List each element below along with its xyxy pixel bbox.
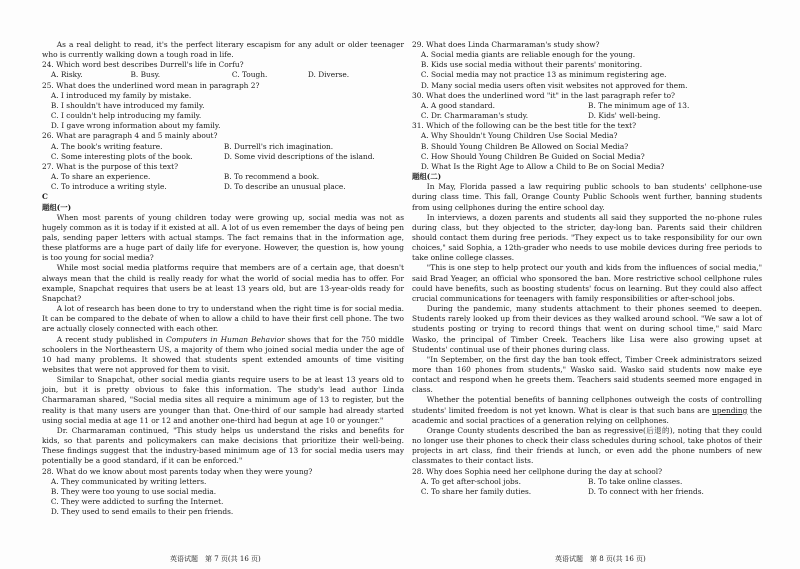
q28-right-stem: 28. Why does Sophia need her cellphone during the day at school? — [412, 466, 663, 476]
q30-option-b: B. The minimum age of 13. — [588, 100, 690, 110]
q25-stem: 25. What does the underlined word mean in paragraph 2? — [42, 80, 260, 90]
q30-stem: 30. What does the underlined word "it" in the last paragraph refer to? — [412, 90, 675, 100]
q31-option-d: D. What Is the Right Age to Allow a Child to Be on Social Media? — [420, 161, 665, 171]
q26-option-b: B. Durrell's rich imagination. — [223, 141, 334, 151]
q26-stem: 26. What are paragraph 4 and 5 mainly about? — [42, 131, 218, 141]
q30-option-a: A. A good standard. — [420, 100, 495, 110]
q29-stem: 29. What does Linda Charmaraman's study show? — [412, 40, 600, 49]
q30-options-row1 — [412, 101, 762, 111]
q28-left-option-a: A. They communicated by writing letters. — [50, 476, 207, 486]
q24-option-c: C. Tough. — [231, 70, 268, 80]
p4-lead: A recent study published in — [56, 334, 166, 344]
q29-option-d: D. Many social media users often visit websites not approved for them. — [420, 80, 688, 90]
q26-option-a: A. The book's writing feature. — [50, 141, 163, 151]
q27-options-row1 — [42, 172, 404, 182]
q25-option-b: B. I shouldn't have introduced my family. — [50, 100, 205, 110]
p4-rest: shows that for the 750 middle schoolers in the Northeastern US, a majority of them who joined social media under the age of 10 had many problems. It showed that students spent extended amounts of time visiting websites that were not approved for them to visit. — [42, 334, 404, 374]
passage-2-paragraph-5: "In September, on the first day the ban took effect, Timber Creek administrators seized more than 160 phones from students," Wasko said. Wasko said students now make eye contact and respond when he greets them. Teachers said students seemed more engaged in class. — [412, 354, 762, 395]
q24-stem: 24. Which word best describes Durrell's life in Corfu? — [42, 60, 244, 70]
q26-options-row1 — [42, 142, 404, 152]
passage-c-paragraph-3: A lot of research has been done to try to understand when the right time is for social media. It can be compared to the debate of when to allow a child to have their first cell phone. The two are actually closely connected with each other. — [42, 304, 404, 334]
group-2-heading: 题组(二) — [412, 172, 442, 182]
q26-option-d: D. Some vivid descriptions of the island. — [223, 151, 375, 161]
q27-option-b: B. To recommend a book. — [223, 172, 320, 182]
p6-lead: Whether the potential benefits of banning cellphones outweigh the costs of controlling students' limited freedom is not yet known. What is clear is that such bans are — [412, 395, 762, 415]
passage-c-paragraph-2: While most social media platforms require that members are of a certain age, that doesn't always mean that the child is really ready for what the world of social media has to offer. For example, Snapchat requires that users be at least 13 years old, but are 13-year-olds ready for Snapchat? — [42, 263, 404, 303]
q28-left-stem: 28. What do we know about most parents today when they were young? — [42, 466, 313, 476]
q30-options-row2 — [412, 111, 762, 121]
passage-c-paragraph-6: Dr. Charmaraman continued, "This study helps us understand the risks and benefits for kids, so that parents and policymakers can make decisions that prioritize their well-being. These findings suggest that the industry-based minimum age of 13 for social media users may potentially be a good standard, if it can be enforced." — [42, 425, 404, 466]
q25-option-d: D. I gave wrong information about my family. — [50, 121, 221, 131]
q28-right-option-a: A. To get after-school jobs. — [420, 476, 521, 486]
q26-options-row2 — [42, 152, 404, 162]
passage-2-paragraph-2: In interviews, a dozen parents and students all said they supported the no-phone rules during class, but they objected to the stricter, day-long ban. Parents said their children should contact them during free periods. "They expect us to take responsibility for our own choices," said Sophia, a 12th-grader who needs to use mobile devices during free periods to take online college classes. — [412, 212, 762, 263]
q27-option-c: C. To introduce a writing style. — [50, 182, 167, 192]
q27-option-a: A. To share an experience. — [50, 172, 151, 182]
passage-2-paragraph-6 — [412, 395, 762, 425]
q29-option-a: A. Social media giants are reliable enough for the young. — [420, 50, 636, 60]
q31-stem: 31. Which of the following can be the best title for the text? — [412, 121, 637, 131]
q28-left-option-c: C. They were addicted to surfing the Internet. — [50, 497, 224, 507]
underlined-word-upending: upending — [712, 405, 748, 415]
q24-options — [42, 70, 404, 80]
q24-option-b: B. Busy. — [130, 70, 161, 80]
journal-title: Computers in Human Behavior — [166, 334, 285, 344]
p6-rest: the academic and social practices of a generation relying on cellphones. — [412, 405, 763, 425]
q28-right-options-row1 — [412, 477, 762, 487]
q31-option-a: A. Why Shouldn't Young Children Use Social Media? — [420, 131, 618, 141]
passage-c-paragraph-5: Similar to Snapchat, other social media giants require users to be at least 13 years old to join, but it is pretty obvious to fake this information. The study's lead author Linda Charmaraman shared, "Social media sites all require a minimum age of 13 to register, but the reality is that many users are younger than that. One-third of our sample had already started using social media at age 11 or 12 and another one-third had begun at age 10 or younger." — [42, 375, 404, 425]
passage-2-paragraph-7: Orange County students described the ban as regressive(后退的), noting that they could no longer use their phones to check their class schedules during school, take photos of their projects in art class, find their friends at lunch, or even add the phone numbers of new classmates to their contact lists. — [412, 425, 762, 466]
intro-paragraph: As a real delight to read, it's the perfect literary escapism for any adult or older teenager who is currently walking down a tough road in life. — [42, 40, 404, 60]
passage-2-paragraph-4: During the pandemic, many students attachment to their phones seemed to deepen. Students rarely looked up from their devices as they walked around school. "We saw a lot of students posting or trying to record things that went on during school time," said Marc Wasko, the principal of Timber Creek. Teachers like Lisa were also growing upset at Students' continual use of their phones during class. — [412, 304, 762, 354]
q24-option-d: D. Diverse. — [307, 70, 350, 80]
right-page — [412, 40, 762, 497]
group-1-heading: 题组(一) — [42, 202, 72, 212]
left-page — [42, 40, 404, 517]
q24-option-a: A. Risky. — [50, 70, 83, 80]
q25-option-a: A. I introduced my family by mistake. — [50, 90, 192, 100]
page-footer-7: 英语试题 第 7 页(共 16 页) — [170, 555, 261, 563]
passage-c-paragraph-4 — [42, 335, 404, 376]
q30-option-d: D. Kids' well-being. — [588, 111, 661, 121]
q31-option-b: B. Should Young Children Be Allowed on Social Media? — [420, 141, 629, 151]
section-c-heading: C — [42, 192, 48, 202]
q26-option-c: C. Some interesting plots of the book. — [50, 151, 193, 161]
passage-c-paragraph-1: When most parents of young children today were growing up, social media was not as hugely common as it is today if it existed at all. A lot of us even remember the days of being pen pals, sending paper letters with actual stamps. The fact remains that in the information age, these platforms are a huge part of daily life for everyone. However, the question is, how young is too young for social media? — [42, 212, 404, 263]
q30-option-c: C. Dr. Charmaraman's study. — [420, 111, 529, 121]
page-footer-8: 英语试题 第 8 页(共 16 页) — [555, 555, 646, 563]
q27-option-d: D. To describe an unusual place. — [223, 182, 346, 192]
q29-option-b: B. Kids use social media without their parents' monitoring. — [420, 60, 643, 70]
q28-right-option-b: B. To take online classes. — [588, 476, 683, 486]
q28-right-options-row2 — [412, 487, 762, 497]
q27-stem: 27. What is the purpose of this text? — [42, 161, 179, 171]
q28-right-option-d: D. To connect with her friends. — [588, 486, 704, 496]
q25-option-c: C. I couldn't help introducing my family. — [50, 111, 202, 121]
passage-2-paragraph-1: In May, Florida passed a law requiring public schools to ban students' cellphone-use during class time. This fall, Orange County Public Schools went further, banning students from using cellphones during the entire school day. — [412, 182, 762, 212]
q27-options-row2 — [42, 182, 404, 192]
passage-2-paragraph-3: "This is one step to help protect our youth and kids from the influences of social media," said Brad Yeager, an official who sponsored the ban. More restrictive school cellphone rules could have benefits, such as boosting students' focus on learning. But they could also affect crucial communications for teenagers with family responsibilities or after-school jobs. — [412, 263, 762, 303]
q31-option-c: C. How Should Young Children Be Guided on Social Media? — [420, 151, 645, 161]
q29-option-c: C. Social media may not practice 13 as minimum registering age. — [420, 70, 667, 80]
q28-left-option-d: D. They used to send emails to their pen friends. — [50, 507, 234, 517]
q28-right-option-c: C. To share her family duties. — [420, 486, 532, 496]
q28-left-option-b: B. They were too young to use social media. — [50, 486, 217, 496]
